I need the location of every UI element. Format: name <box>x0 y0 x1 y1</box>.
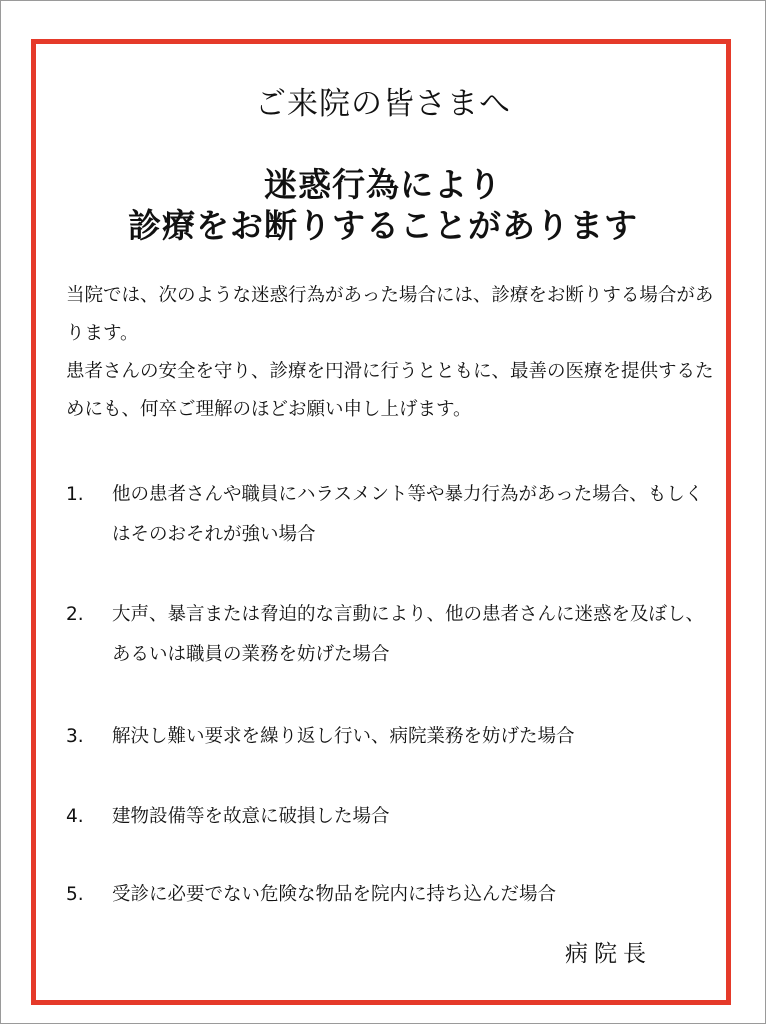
list-item-text: 大声、暴言または脅迫的な言動により、他の患者さんに迷惑を及ぼし、あるいは職員の業務を妨げた場合 <box>112 604 705 665</box>
list-item-number: 1. <box>66 484 84 505</box>
intro-paragraph-2: 患者さんの安全を守り、診療を円滑に行うとともに、最善の医療を提供するためにも、何卒ご理解のほどお願い申し上げます。 <box>66 361 714 420</box>
greeting-title: ご来院の皆さまへ <box>255 86 511 122</box>
intro-text <box>66 277 716 429</box>
list-item-number: 2. <box>66 604 84 625</box>
list-item-text: 他の患者さんや職員にハラスメント等や暴力行為があった場合、もしくはそのおそれが強い場合 <box>112 484 704 545</box>
list-item <box>66 797 716 837</box>
list-item-text: 解決し難い要求を繰り返し行い、病院業務を妨げた場合 <box>112 726 575 747</box>
list-item-text: 建物設備等を故意に破損した場合 <box>112 806 390 827</box>
list-item-text: 受診に必要でない危険な物品を院内に持ち込んだ場合 <box>112 884 557 905</box>
list-item <box>66 717 716 757</box>
signature: 病院長 <box>565 941 652 967</box>
list-item <box>66 595 716 675</box>
intro-paragraph-1: 当院では、次のような迷惑行為があった場合には、診療をお断りする場合があります。 <box>66 285 714 344</box>
headline-line-2: 診療をお断りすることがあります <box>128 206 638 245</box>
list-item <box>66 875 716 915</box>
list-item <box>66 475 716 555</box>
list-item-number: 4. <box>66 806 84 827</box>
headline-line-1: 迷惑行為により <box>264 165 502 204</box>
list-item-number: 5. <box>66 884 84 905</box>
list-item-number: 3. <box>66 726 84 747</box>
headline <box>1 164 765 246</box>
